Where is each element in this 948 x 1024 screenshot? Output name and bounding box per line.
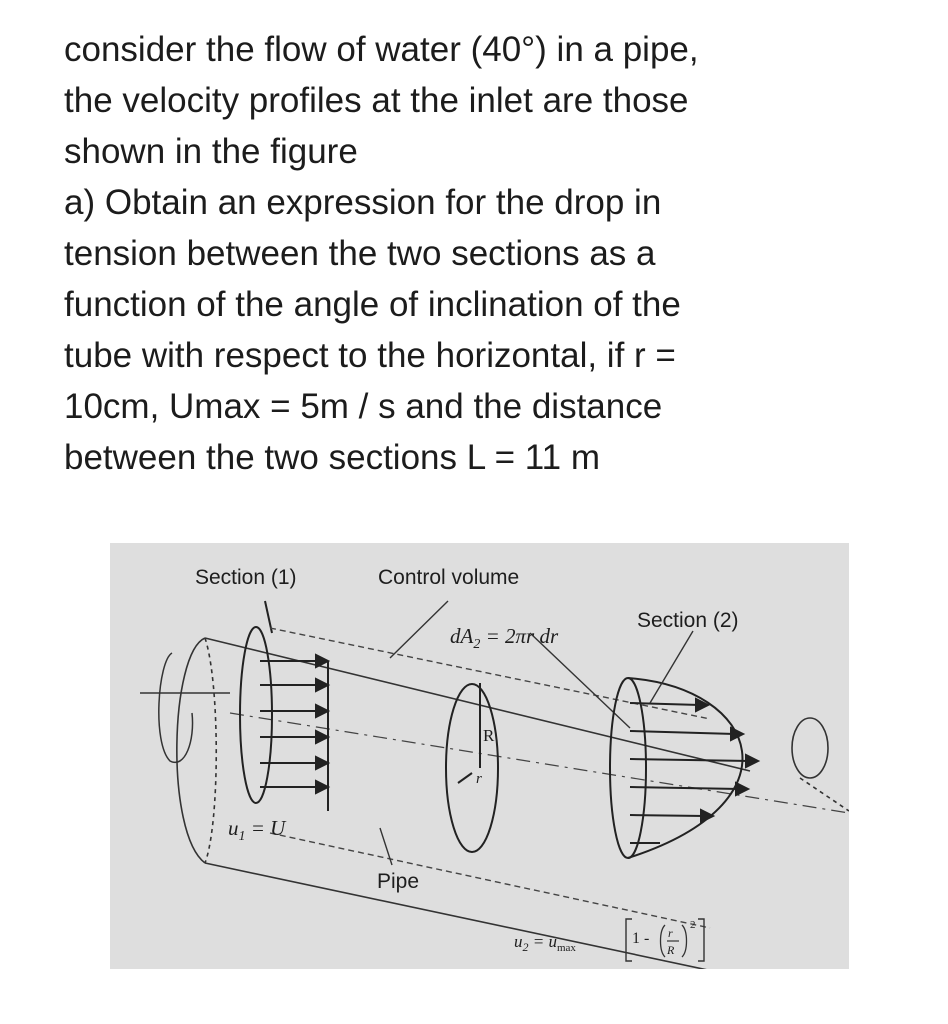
control-volume-label: Control volume [378,566,520,589]
pipe-flow-figure [110,543,849,969]
question-line-6: function of the angle of inclination of the [64,285,681,324]
dA2-lhs: dA [450,624,474,648]
u2-eq: = u [528,932,557,951]
question-line-1: consider the flow of water (40°) in a pipe, [64,30,699,69]
dA2-sub: 2 [473,637,481,652]
question-text [64,24,924,483]
pipe-label: Pipe [377,870,420,893]
radius-R-label: R [483,726,495,745]
u2-R: R [667,943,675,957]
question-line-8: 10cm, Umax = 5m / s and the distance [64,387,663,426]
u1-u: u [228,816,239,840]
u1-sub: 1 [238,829,246,844]
u2-sub: 2 [522,940,529,954]
u2-expression [514,919,704,961]
section-1-label: Section (1) [195,566,297,589]
radius-r-label: r [476,771,482,787]
question-line-7: tube with respect to the horizontal, if r = [64,336,676,375]
area-element-ring [446,683,498,852]
u2-one: 1 - [632,930,650,947]
left-pipe-stub [140,653,230,762]
u1-rhs: = U [245,816,286,840]
question-line-4: a) Obtain an expression for the drop in [64,183,662,222]
dA2-rhs: = 2πr dr [480,624,559,648]
control-volume-outline [270,628,710,928]
svg-text:u2 = umax [514,932,576,954]
pipe-right-end [792,718,849,811]
question-line-5: tension between the two sections as a [64,234,656,273]
u2-u: u [514,932,523,951]
question-line-2: the velocity profiles at the inlet are those [64,81,689,120]
u2-r: r [668,926,673,940]
u2-max: max [556,942,576,954]
dA2-expression [450,624,559,652]
pipe-leader [380,828,392,865]
section-1-profile [240,601,328,811]
pipe-diagram [110,543,849,969]
section-2-label: Section (2) [637,609,739,632]
u1-expression [228,816,287,844]
control-volume-leader [390,601,448,658]
question-line-9: between the two sections L = 11 m [64,438,601,477]
u2-exp: 2 [690,919,696,931]
question-line-3: shown in the figure [64,132,358,171]
